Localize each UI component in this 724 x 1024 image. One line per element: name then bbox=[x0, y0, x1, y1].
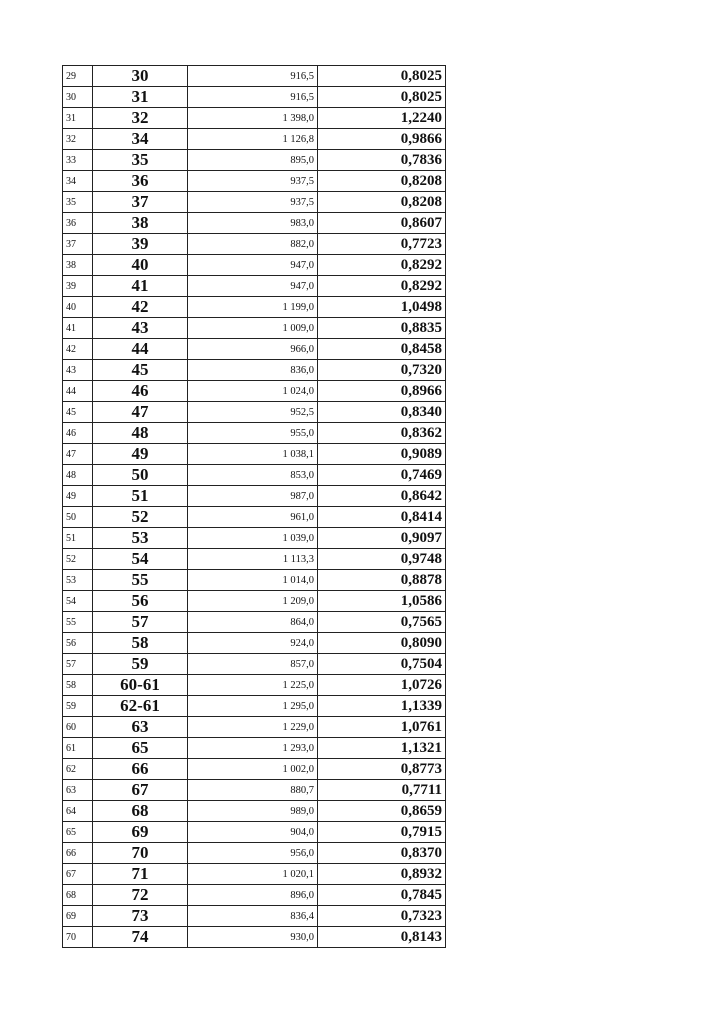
row-number-cell: 45 bbox=[63, 402, 93, 423]
code-cell: 70 bbox=[93, 843, 188, 864]
code-cell: 58 bbox=[93, 633, 188, 654]
coefficient-cell: 0,8607 bbox=[318, 213, 446, 234]
coefficient-cell: 0,8143 bbox=[318, 927, 446, 948]
table-row bbox=[63, 444, 446, 465]
coefficient-cell: 0,8835 bbox=[318, 318, 446, 339]
coefficient-cell: 1,0726 bbox=[318, 675, 446, 696]
table-row bbox=[63, 780, 446, 801]
code-cell: 35 bbox=[93, 150, 188, 171]
coefficient-cell: 0,7723 bbox=[318, 234, 446, 255]
value-cell: 857,0 bbox=[188, 654, 318, 675]
row-number-cell: 58 bbox=[63, 675, 93, 696]
row-number-cell: 40 bbox=[63, 297, 93, 318]
code-cell: 54 bbox=[93, 549, 188, 570]
value-cell: 1 225,0 bbox=[188, 675, 318, 696]
table-row bbox=[63, 801, 446, 822]
code-cell: 51 bbox=[93, 486, 188, 507]
value-cell: 937,5 bbox=[188, 192, 318, 213]
table-row bbox=[63, 192, 446, 213]
value-cell: 1 199,0 bbox=[188, 297, 318, 318]
coefficient-cell: 0,7320 bbox=[318, 360, 446, 381]
data-table bbox=[62, 65, 446, 948]
table-row bbox=[63, 66, 446, 87]
table-row bbox=[63, 234, 446, 255]
value-cell: 853,0 bbox=[188, 465, 318, 486]
code-cell: 31 bbox=[93, 87, 188, 108]
table-row bbox=[63, 276, 446, 297]
coefficient-cell: 0,8642 bbox=[318, 486, 446, 507]
code-cell: 45 bbox=[93, 360, 188, 381]
coefficient-cell: 1,0498 bbox=[318, 297, 446, 318]
row-number-cell: 37 bbox=[63, 234, 93, 255]
value-cell: 952,5 bbox=[188, 402, 318, 423]
code-cell: 34 bbox=[93, 129, 188, 150]
row-number-cell: 33 bbox=[63, 150, 93, 171]
coefficient-cell: 1,1339 bbox=[318, 696, 446, 717]
value-cell: 966,0 bbox=[188, 339, 318, 360]
table-row bbox=[63, 129, 446, 150]
table-row bbox=[63, 339, 446, 360]
code-cell: 36 bbox=[93, 171, 188, 192]
coefficient-cell: 0,7565 bbox=[318, 612, 446, 633]
value-cell: 880,7 bbox=[188, 780, 318, 801]
value-cell: 1 002,0 bbox=[188, 759, 318, 780]
row-number-cell: 64 bbox=[63, 801, 93, 822]
table-row bbox=[63, 318, 446, 339]
table-row bbox=[63, 150, 446, 171]
code-cell: 44 bbox=[93, 339, 188, 360]
table-row bbox=[63, 360, 446, 381]
code-cell: 43 bbox=[93, 318, 188, 339]
value-cell: 882,0 bbox=[188, 234, 318, 255]
value-cell: 1 009,0 bbox=[188, 318, 318, 339]
code-cell: 32 bbox=[93, 108, 188, 129]
value-cell: 930,0 bbox=[188, 927, 318, 948]
code-cell: 59 bbox=[93, 654, 188, 675]
row-number-cell: 67 bbox=[63, 864, 93, 885]
coefficient-cell: 0,8932 bbox=[318, 864, 446, 885]
coefficient-cell: 0,8458 bbox=[318, 339, 446, 360]
table-row bbox=[63, 108, 446, 129]
code-cell: 38 bbox=[93, 213, 188, 234]
value-cell: 1 209,0 bbox=[188, 591, 318, 612]
value-cell: 1 039,0 bbox=[188, 528, 318, 549]
value-cell: 983,0 bbox=[188, 213, 318, 234]
table-body bbox=[63, 66, 446, 948]
row-number-cell: 60 bbox=[63, 717, 93, 738]
row-number-cell: 54 bbox=[63, 591, 93, 612]
code-cell: 42 bbox=[93, 297, 188, 318]
coefficient-cell: 1,1321 bbox=[318, 738, 446, 759]
row-number-cell: 57 bbox=[63, 654, 93, 675]
row-number-cell: 30 bbox=[63, 87, 93, 108]
value-cell: 956,0 bbox=[188, 843, 318, 864]
row-number-cell: 34 bbox=[63, 171, 93, 192]
row-number-cell: 59 bbox=[63, 696, 93, 717]
coefficient-cell: 0,7323 bbox=[318, 906, 446, 927]
row-number-cell: 38 bbox=[63, 255, 93, 276]
row-number-cell: 62 bbox=[63, 759, 93, 780]
row-number-cell: 68 bbox=[63, 885, 93, 906]
row-number-cell: 65 bbox=[63, 822, 93, 843]
value-cell: 916,5 bbox=[188, 66, 318, 87]
table-row bbox=[63, 822, 446, 843]
code-cell: 74 bbox=[93, 927, 188, 948]
table-row bbox=[63, 738, 446, 759]
value-cell: 947,0 bbox=[188, 276, 318, 297]
table-row bbox=[63, 843, 446, 864]
row-number-cell: 69 bbox=[63, 906, 93, 927]
table-row bbox=[63, 465, 446, 486]
coefficient-cell: 0,8025 bbox=[318, 66, 446, 87]
row-number-cell: 55 bbox=[63, 612, 93, 633]
value-cell: 961,0 bbox=[188, 507, 318, 528]
table-row bbox=[63, 591, 446, 612]
value-cell: 1 038,1 bbox=[188, 444, 318, 465]
table-row bbox=[63, 381, 446, 402]
code-cell: 73 bbox=[93, 906, 188, 927]
value-cell: 896,0 bbox=[188, 885, 318, 906]
code-cell: 46 bbox=[93, 381, 188, 402]
value-cell: 937,5 bbox=[188, 171, 318, 192]
table-row bbox=[63, 864, 446, 885]
table-row bbox=[63, 87, 446, 108]
coefficient-cell: 0,8208 bbox=[318, 171, 446, 192]
value-cell: 1 024,0 bbox=[188, 381, 318, 402]
row-number-cell: 35 bbox=[63, 192, 93, 213]
code-cell: 67 bbox=[93, 780, 188, 801]
coefficient-cell: 0,8292 bbox=[318, 255, 446, 276]
coefficient-cell: 0,8878 bbox=[318, 570, 446, 591]
coefficient-cell: 0,7469 bbox=[318, 465, 446, 486]
code-cell: 72 bbox=[93, 885, 188, 906]
code-cell: 48 bbox=[93, 423, 188, 444]
table-row bbox=[63, 570, 446, 591]
code-cell: 50 bbox=[93, 465, 188, 486]
table-row bbox=[63, 486, 446, 507]
value-cell: 836,0 bbox=[188, 360, 318, 381]
code-cell: 30 bbox=[93, 66, 188, 87]
table-row bbox=[63, 213, 446, 234]
code-cell: 71 bbox=[93, 864, 188, 885]
value-cell: 1 020,1 bbox=[188, 864, 318, 885]
coefficient-cell: 0,8340 bbox=[318, 402, 446, 423]
code-cell: 57 bbox=[93, 612, 188, 633]
row-number-cell: 48 bbox=[63, 465, 93, 486]
coefficient-cell: 0,7915 bbox=[318, 822, 446, 843]
code-cell: 52 bbox=[93, 507, 188, 528]
row-number-cell: 47 bbox=[63, 444, 93, 465]
code-cell: 66 bbox=[93, 759, 188, 780]
coefficient-cell: 0,8370 bbox=[318, 843, 446, 864]
coefficient-cell: 1,0586 bbox=[318, 591, 446, 612]
code-cell: 69 bbox=[93, 822, 188, 843]
code-cell: 68 bbox=[93, 801, 188, 822]
code-cell: 56 bbox=[93, 591, 188, 612]
coefficient-cell: 0,8966 bbox=[318, 381, 446, 402]
table-row bbox=[63, 759, 446, 780]
coefficient-cell: 0,7845 bbox=[318, 885, 446, 906]
coefficient-cell: 0,8090 bbox=[318, 633, 446, 654]
row-number-cell: 50 bbox=[63, 507, 93, 528]
row-number-cell: 44 bbox=[63, 381, 93, 402]
code-cell: 53 bbox=[93, 528, 188, 549]
code-cell: 37 bbox=[93, 192, 188, 213]
table-row bbox=[63, 612, 446, 633]
row-number-cell: 42 bbox=[63, 339, 93, 360]
table-row bbox=[63, 633, 446, 654]
value-cell: 904,0 bbox=[188, 822, 318, 843]
table-row bbox=[63, 423, 446, 444]
coefficient-cell: 0,8414 bbox=[318, 507, 446, 528]
coefficient-cell: 0,8208 bbox=[318, 192, 446, 213]
value-cell: 947,0 bbox=[188, 255, 318, 276]
code-cell: 41 bbox=[93, 276, 188, 297]
table-row bbox=[63, 675, 446, 696]
coefficient-cell: 0,9748 bbox=[318, 549, 446, 570]
coefficient-cell: 0,7836 bbox=[318, 150, 446, 171]
table-row bbox=[63, 906, 446, 927]
code-cell: 49 bbox=[93, 444, 188, 465]
coefficient-cell: 0,9089 bbox=[318, 444, 446, 465]
row-number-cell: 63 bbox=[63, 780, 93, 801]
value-cell: 924,0 bbox=[188, 633, 318, 654]
row-number-cell: 61 bbox=[63, 738, 93, 759]
coefficient-cell: 0,8362 bbox=[318, 423, 446, 444]
table-row bbox=[63, 297, 446, 318]
coefficient-cell: 0,9097 bbox=[318, 528, 446, 549]
value-cell: 916,5 bbox=[188, 87, 318, 108]
row-number-cell: 70 bbox=[63, 927, 93, 948]
value-cell: 989,0 bbox=[188, 801, 318, 822]
row-number-cell: 56 bbox=[63, 633, 93, 654]
row-number-cell: 41 bbox=[63, 318, 93, 339]
value-cell: 955,0 bbox=[188, 423, 318, 444]
row-number-cell: 66 bbox=[63, 843, 93, 864]
code-cell: 39 bbox=[93, 234, 188, 255]
code-cell: 47 bbox=[93, 402, 188, 423]
code-cell: 40 bbox=[93, 255, 188, 276]
table-row bbox=[63, 507, 446, 528]
value-cell: 1 126,8 bbox=[188, 129, 318, 150]
code-cell: 63 bbox=[93, 717, 188, 738]
row-number-cell: 51 bbox=[63, 528, 93, 549]
coefficient-cell: 0,8659 bbox=[318, 801, 446, 822]
table-row bbox=[63, 171, 446, 192]
table-row bbox=[63, 717, 446, 738]
coefficient-cell: 0,7504 bbox=[318, 654, 446, 675]
row-number-cell: 31 bbox=[63, 108, 93, 129]
table-row bbox=[63, 696, 446, 717]
value-cell: 1 113,3 bbox=[188, 549, 318, 570]
value-cell: 987,0 bbox=[188, 486, 318, 507]
table-row bbox=[63, 927, 446, 948]
table-row bbox=[63, 549, 446, 570]
coefficient-cell: 0,8025 bbox=[318, 87, 446, 108]
table-row bbox=[63, 528, 446, 549]
row-number-cell: 43 bbox=[63, 360, 93, 381]
value-cell: 895,0 bbox=[188, 150, 318, 171]
coefficient-cell: 0,8292 bbox=[318, 276, 446, 297]
table-row bbox=[63, 885, 446, 906]
value-cell: 864,0 bbox=[188, 612, 318, 633]
value-cell: 1 293,0 bbox=[188, 738, 318, 759]
row-number-cell: 46 bbox=[63, 423, 93, 444]
code-cell: 55 bbox=[93, 570, 188, 591]
coefficient-cell: 0,9866 bbox=[318, 129, 446, 150]
row-number-cell: 36 bbox=[63, 213, 93, 234]
coefficient-cell: 1,2240 bbox=[318, 108, 446, 129]
value-cell: 1 014,0 bbox=[188, 570, 318, 591]
value-cell: 836,4 bbox=[188, 906, 318, 927]
value-cell: 1 295,0 bbox=[188, 696, 318, 717]
coefficient-cell: 0,8773 bbox=[318, 759, 446, 780]
table-row bbox=[63, 402, 446, 423]
row-number-cell: 52 bbox=[63, 549, 93, 570]
code-cell: 65 bbox=[93, 738, 188, 759]
row-number-cell: 49 bbox=[63, 486, 93, 507]
value-cell: 1 229,0 bbox=[188, 717, 318, 738]
table-row bbox=[63, 255, 446, 276]
value-cell: 1 398,0 bbox=[188, 108, 318, 129]
row-number-cell: 32 bbox=[63, 129, 93, 150]
table-row bbox=[63, 654, 446, 675]
coefficient-cell: 1,0761 bbox=[318, 717, 446, 738]
code-cell: 60-61 bbox=[93, 675, 188, 696]
row-number-cell: 29 bbox=[63, 66, 93, 87]
row-number-cell: 53 bbox=[63, 570, 93, 591]
row-number-cell: 39 bbox=[63, 276, 93, 297]
coefficient-cell: 0,7711 bbox=[318, 780, 446, 801]
code-cell: 62-61 bbox=[93, 696, 188, 717]
